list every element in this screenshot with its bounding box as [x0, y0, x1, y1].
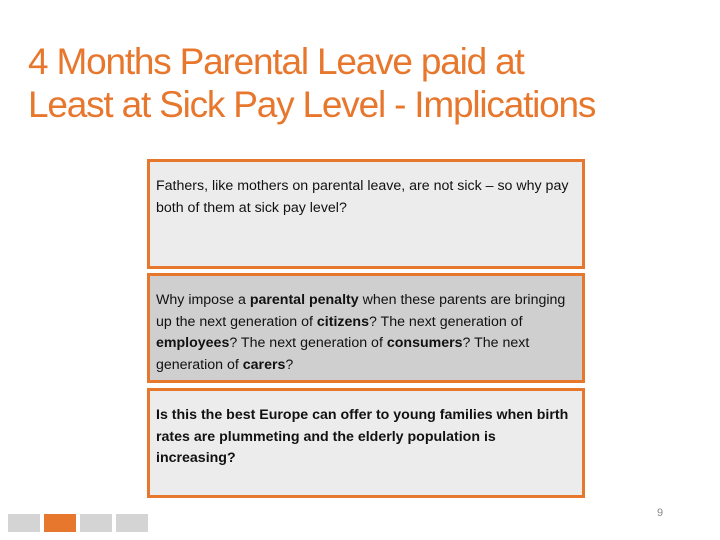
box2-text-6: ? — [285, 356, 294, 373]
box2-bold-employees: employees — [156, 335, 230, 351]
box1-text: Fathers, like mothers on parental leave, are not sick – so why pay both of them at sick pay level? — [156, 178, 569, 216]
page-number: 9 — [656, 507, 664, 519]
box2-text-5: ? The next generation of — [156, 335, 530, 373]
progress-segment-1 — [8, 514, 40, 532]
box2-text-1: Why impose a — [156, 292, 250, 308]
title-line-1: 4 Months Parental Leave paid at — [28, 41, 524, 82]
progress-segment-3 — [80, 514, 112, 532]
progress-segment-2-active — [44, 514, 76, 532]
text-box-europe-question — [147, 388, 585, 498]
text-box-parental-penalty — [147, 273, 585, 383]
progress-segment-4 — [116, 514, 148, 532]
box2-bold-citizens: citizens — [316, 313, 369, 330]
title-line-2: Least at Sick Pay Level - Implications — [28, 84, 596, 125]
box2-text-2: when these parents are bringing up the next generation of — [156, 292, 566, 330]
box2-bold-carers: carers — [242, 356, 286, 373]
box3-text: Is this the best Europe can offer to young families when birth rates are plummeting and the elderly population is increasing? — [156, 407, 569, 466]
box2-text — [156, 290, 576, 376]
box2-text-3: ? The next generation of — [368, 313, 523, 330]
box2-bold-parental-penalty: parental penalty — [249, 292, 359, 308]
box2-text-4: ? The next generation of — [229, 335, 387, 351]
text-box-fathers — [147, 159, 585, 269]
slide-title — [28, 40, 708, 126]
box2-bold-consumers: consumers — [386, 335, 463, 351]
